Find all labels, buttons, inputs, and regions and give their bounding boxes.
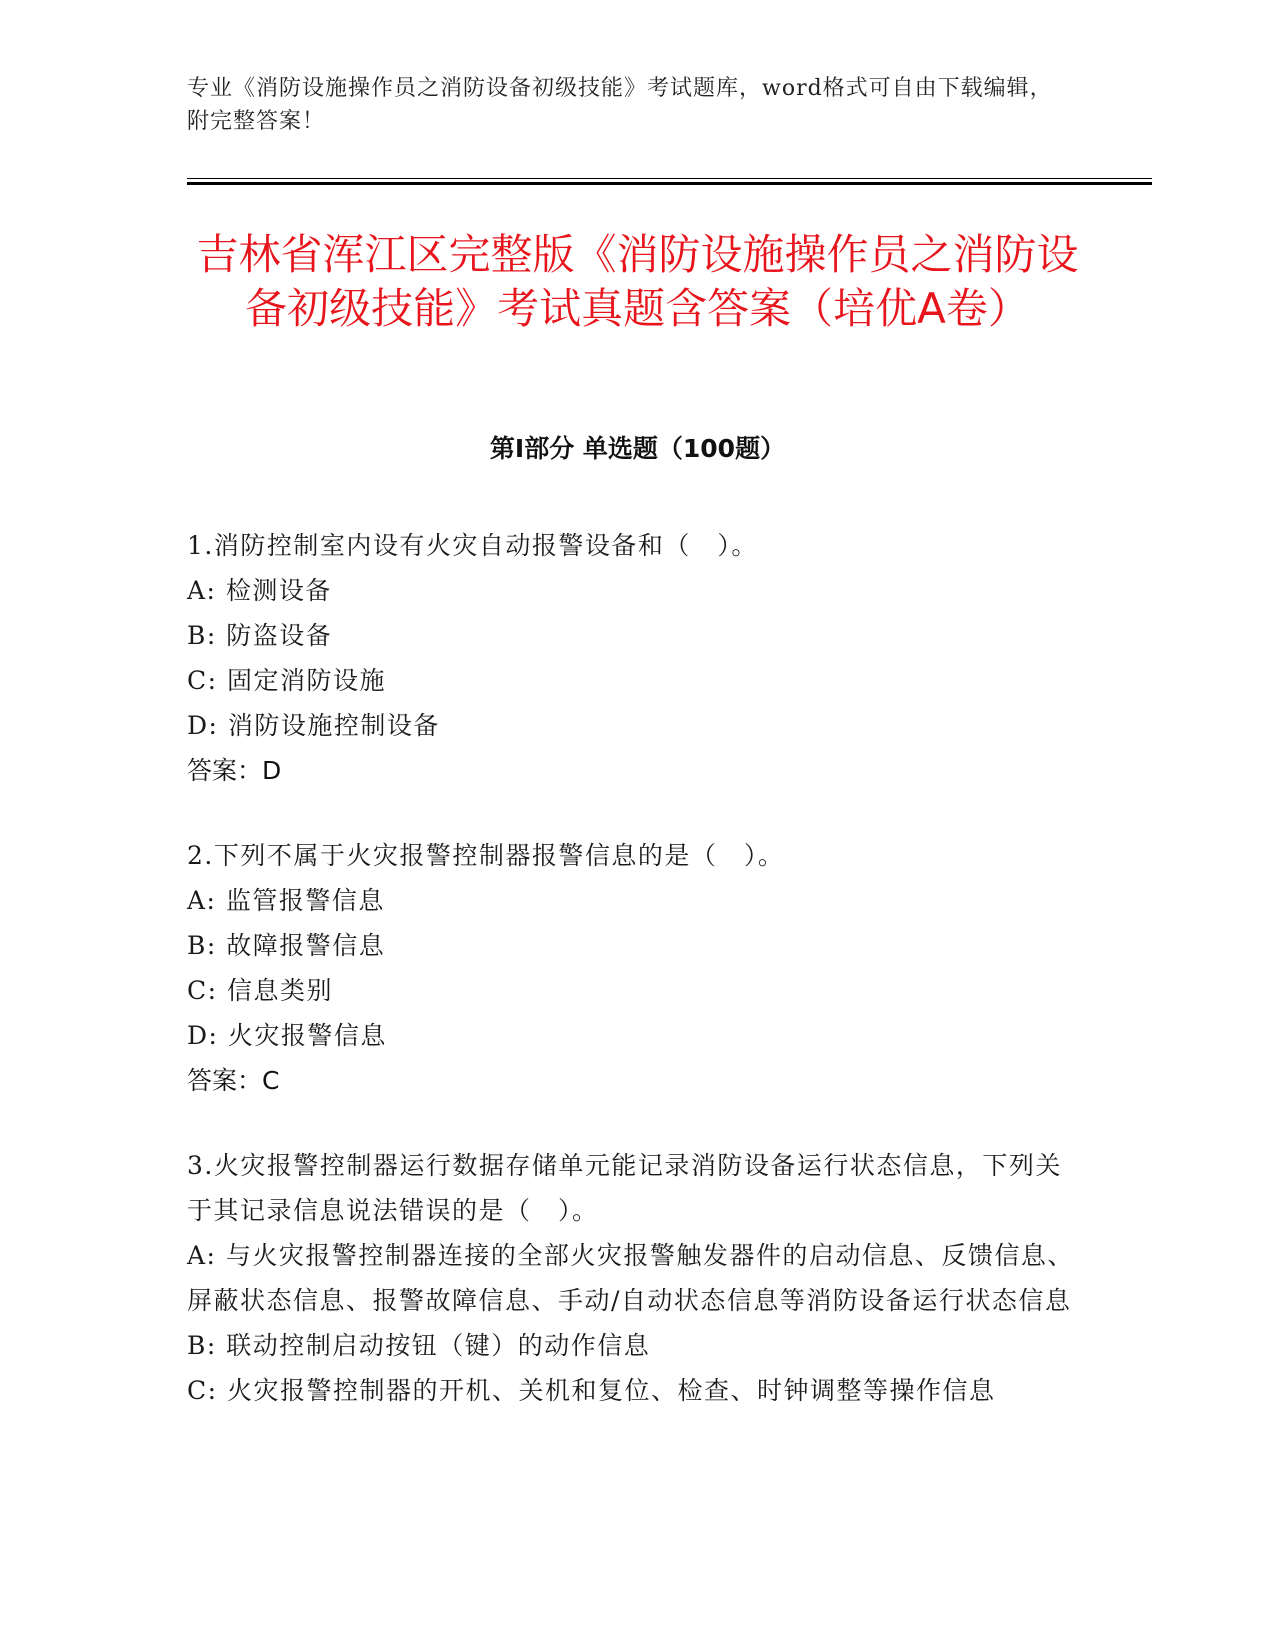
option-d: D: 火灾报警信息 — [187, 1021, 387, 1050]
option-a: A: 与火灾报警控制器连接的全部火灾报警触发器件的启动信息、反馈信息、屏蔽状态信息、报警故障信息、手动/自动状态信息等消防设备运行状态信息 — [187, 1241, 1074, 1315]
option-c: C: 固定消防设施 — [187, 666, 386, 695]
option-b: B: 防盗设备 — [187, 621, 333, 650]
option-d: D: 消防设施控制设备 — [187, 711, 440, 740]
question-list — [187, 523, 1082, 1453]
question-stem: 2.下列不属于火灾报警控制器报警信息的是（ ）。 — [187, 841, 785, 870]
question-3 — [187, 1143, 1082, 1413]
question-1 — [187, 523, 1082, 793]
question-stem: 1.消防控制室内设有火灾自动报警设备和（ ）。 — [187, 531, 758, 560]
answer: 答案：C — [187, 1066, 280, 1095]
option-a: A: 检测设备 — [187, 576, 332, 605]
option-c: C: 火灾报警控制器的开机、关机和复位、检查、时钟调整等操作信息 — [187, 1376, 996, 1405]
document-title: 吉林省浑江区完整版《消防设施操作员之消防设备初级技能》考试真题含答案（培优A卷） — [196, 230, 1079, 333]
answer: 答案：D — [187, 756, 282, 785]
option-b: B: 联动控制启动按钮（键）的动作信息 — [187, 1331, 651, 1360]
header-divider-thin — [187, 178, 1152, 179]
option-a: A: 监管报警信息 — [187, 886, 385, 915]
option-c: C: 信息类别 — [187, 976, 333, 1005]
question-2 — [187, 833, 1082, 1103]
header-note: 专业《消防设施操作员之消防设备初级技能》考试题库，word格式可自由下载编辑，附完整答案！ — [187, 76, 1053, 134]
question-stem: 3.火灾报警控制器运行数据存储单元能记录消防设备运行状态信息，下列关于其记录信息说法错误的是（ ）。 — [187, 1151, 1062, 1225]
header-divider-thick — [187, 182, 1152, 185]
section-heading: 第I部分 单选题（100题） — [489, 434, 786, 463]
option-b: B: 故障报警信息 — [187, 931, 386, 960]
